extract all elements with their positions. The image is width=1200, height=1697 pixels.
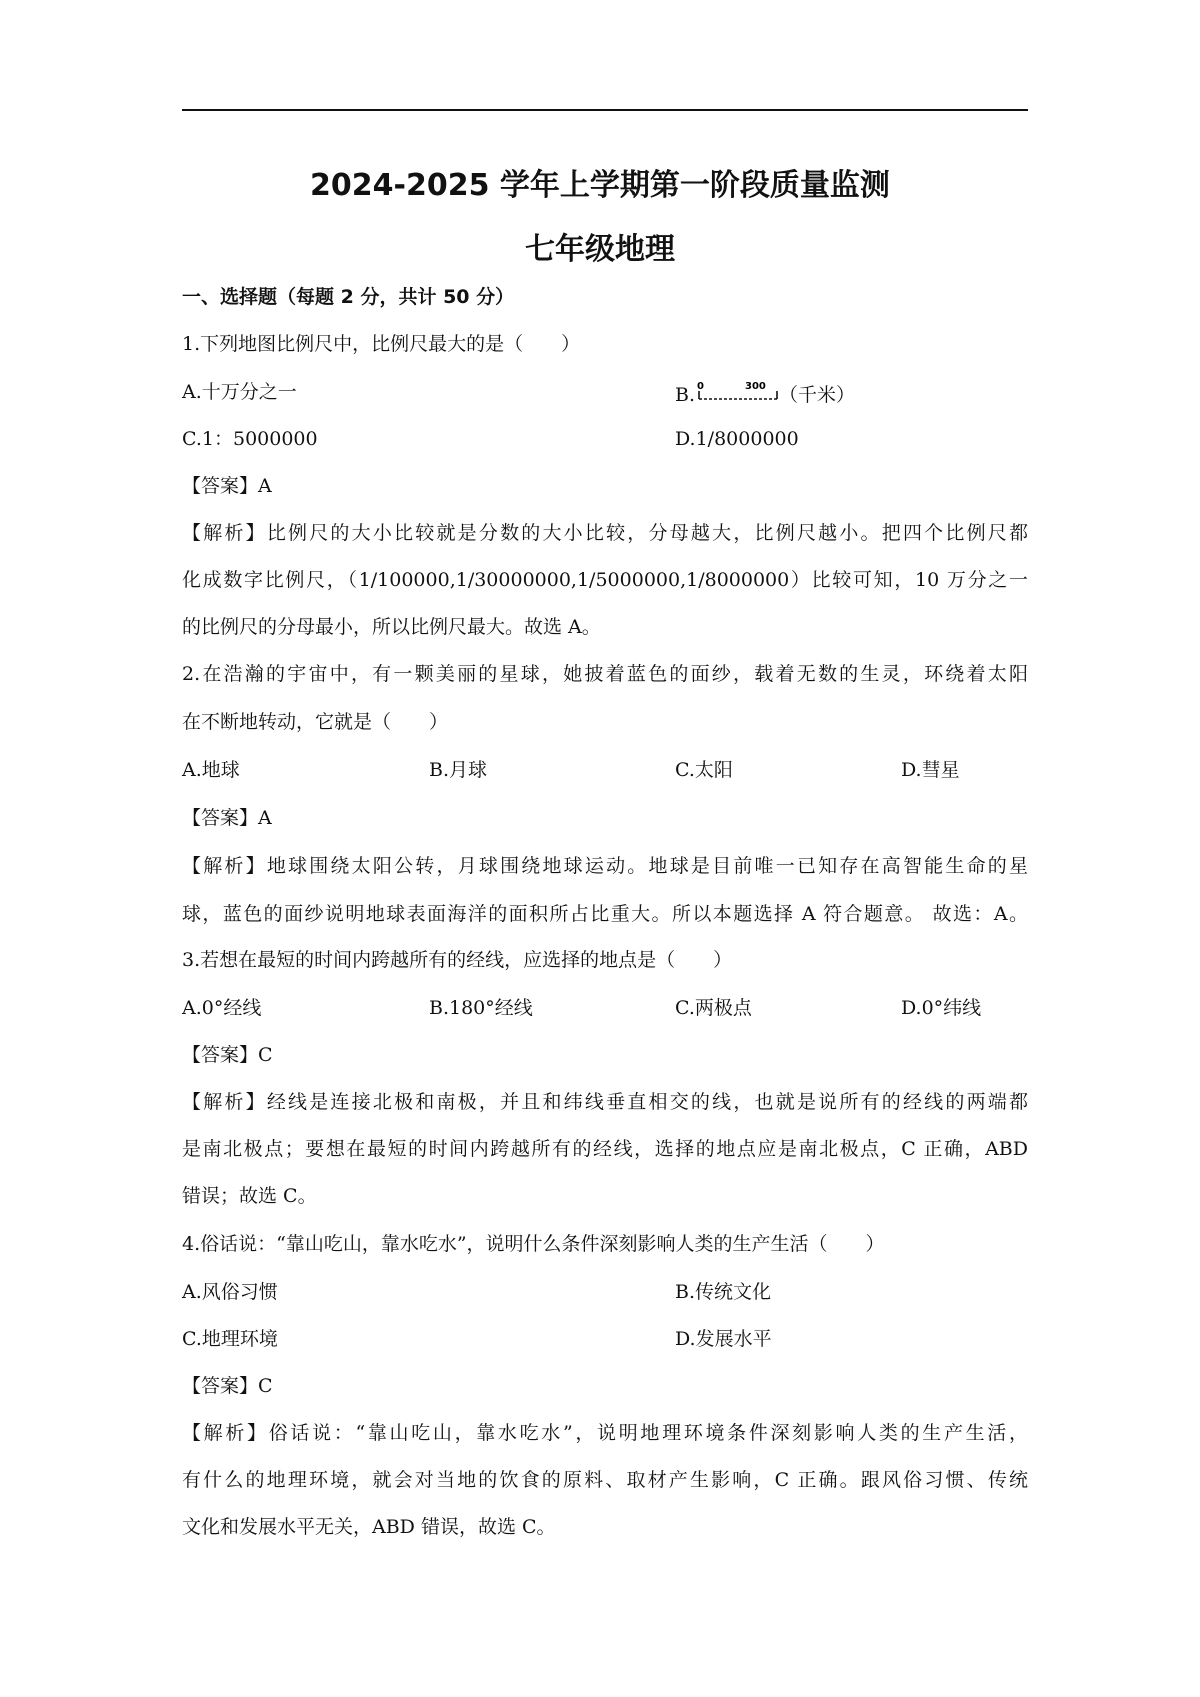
scale-label-300: 300 [745, 381, 766, 392]
q4-analysis-line-2: 有什么的地理环境，就会对当地的饮食的原料、取材产生影响，C 正确。跟风俗习惯、传统 [182, 1469, 1028, 1491]
q3-analysis-line-1: 【解析】经线是连接北极和南极，并且和纬线垂直相交的线，也就是说所有的经线的两端都 [182, 1091, 1028, 1113]
q2-stem-line-1: 2.在浩瀚的宇宙中，有一颗美丽的星球，她披着蓝色的面纱，载着无数的生灵，环绕着太阳 [182, 663, 1028, 685]
q2-answer: 【答案】A [182, 807, 272, 829]
q4-analysis-line-3: 文化和发展水平无关，ABD 错误，故选 C。 [182, 1516, 556, 1538]
q4-analysis-line-1: 【解析】俗话说：“靠山吃山，靠水吃水”，说明地理环境条件深刻影响人类的生产生活， [182, 1422, 1028, 1444]
header-rule [182, 109, 1028, 111]
q1-stem: 1.下列地图比例尺中，比例尺最大的是（ ） [182, 333, 581, 355]
q4-option-a: A.风俗习惯 [182, 1281, 278, 1303]
q3-analysis-line-2: 是南北极点；要想在最短的时间内跨越所有的经线，选择的地点应是南北极点，C 正确，ABD [182, 1138, 1028, 1160]
q1-analysis-line-2: 化成数字比例尺，（1/100000,1/30000000,1/5000000,1/8000000）比较可知，10 万分之一 [182, 569, 1028, 591]
q3-option-d: D.0°纬线 [901, 997, 982, 1019]
q1-answer: 【答案】A [182, 475, 272, 497]
q1-option-b-prefix: B. [675, 384, 696, 406]
q1-option-b-unit: （千米） [779, 384, 856, 406]
q3-answer: 【答案】C [182, 1044, 273, 1066]
q3-option-b: B.180°经线 [429, 997, 533, 1019]
q3-option-c: C.两极点 [675, 997, 752, 1019]
q2-option-d: D.彗星 [901, 759, 960, 781]
scale-label-0: 0 [697, 381, 704, 392]
q1-option-d: D.1/8000000 [675, 428, 799, 450]
scale-bar-icon [695, 380, 779, 404]
q2-option-c: C.太阳 [675, 759, 733, 781]
q2-analysis-line-1: 【解析】地球围绕太阳公转，月球围绕地球运动。地球是目前唯一已知存在高智能生命的星 [182, 855, 1028, 877]
q4-option-c: C.地理环境 [182, 1328, 278, 1350]
q3-option-a: A.0°经线 [182, 997, 262, 1019]
document-title: 2024-2025 学年上学期第一阶段质量监测 [310, 168, 890, 203]
q3-stem: 3.若想在最短的时间内跨越所有的经线，应选择的地点是（ ） [182, 949, 733, 971]
q4-stem: 4.俗话说：“靠山吃山，靠水吃水”，说明什么条件深刻影响人类的生产生活（ ） [182, 1233, 885, 1255]
q4-option-d: D.发展水平 [675, 1328, 772, 1350]
document-subtitle: 七年级地理 [525, 232, 675, 267]
section-heading: 一、选择题（每题 2 分，共计 50 分） [182, 286, 515, 308]
q1-option-a: A.十万分之一 [182, 381, 297, 403]
q2-analysis-line-2: 球，蓝色的面纱说明地球表面海洋的面积所占比重大。所以本题选择 A 符合题意。 故选：A。 [182, 903, 1028, 925]
q1-option-b [675, 380, 855, 407]
q2-option-b: B.月球 [429, 759, 488, 781]
q2-option-a: A.地球 [182, 759, 240, 781]
q3-analysis-line-3: 错误；故选 C。 [182, 1185, 317, 1207]
q2-stem-line-2: 在不断地转动，它就是（ ） [182, 711, 449, 733]
q1-analysis-line-1: 【解析】比例尺的大小比较就是分数的大小比较，分母越大，比例尺越小。把四个比例尺都 [182, 522, 1028, 544]
q1-option-c: C.1：5000000 [182, 428, 318, 450]
q4-option-b: B.传统文化 [675, 1281, 772, 1303]
q4-answer: 【答案】C [182, 1375, 273, 1397]
q1-analysis-line-3: 的比例尺的分母最小，所以比例尺最大。故选 A。 [182, 616, 601, 638]
